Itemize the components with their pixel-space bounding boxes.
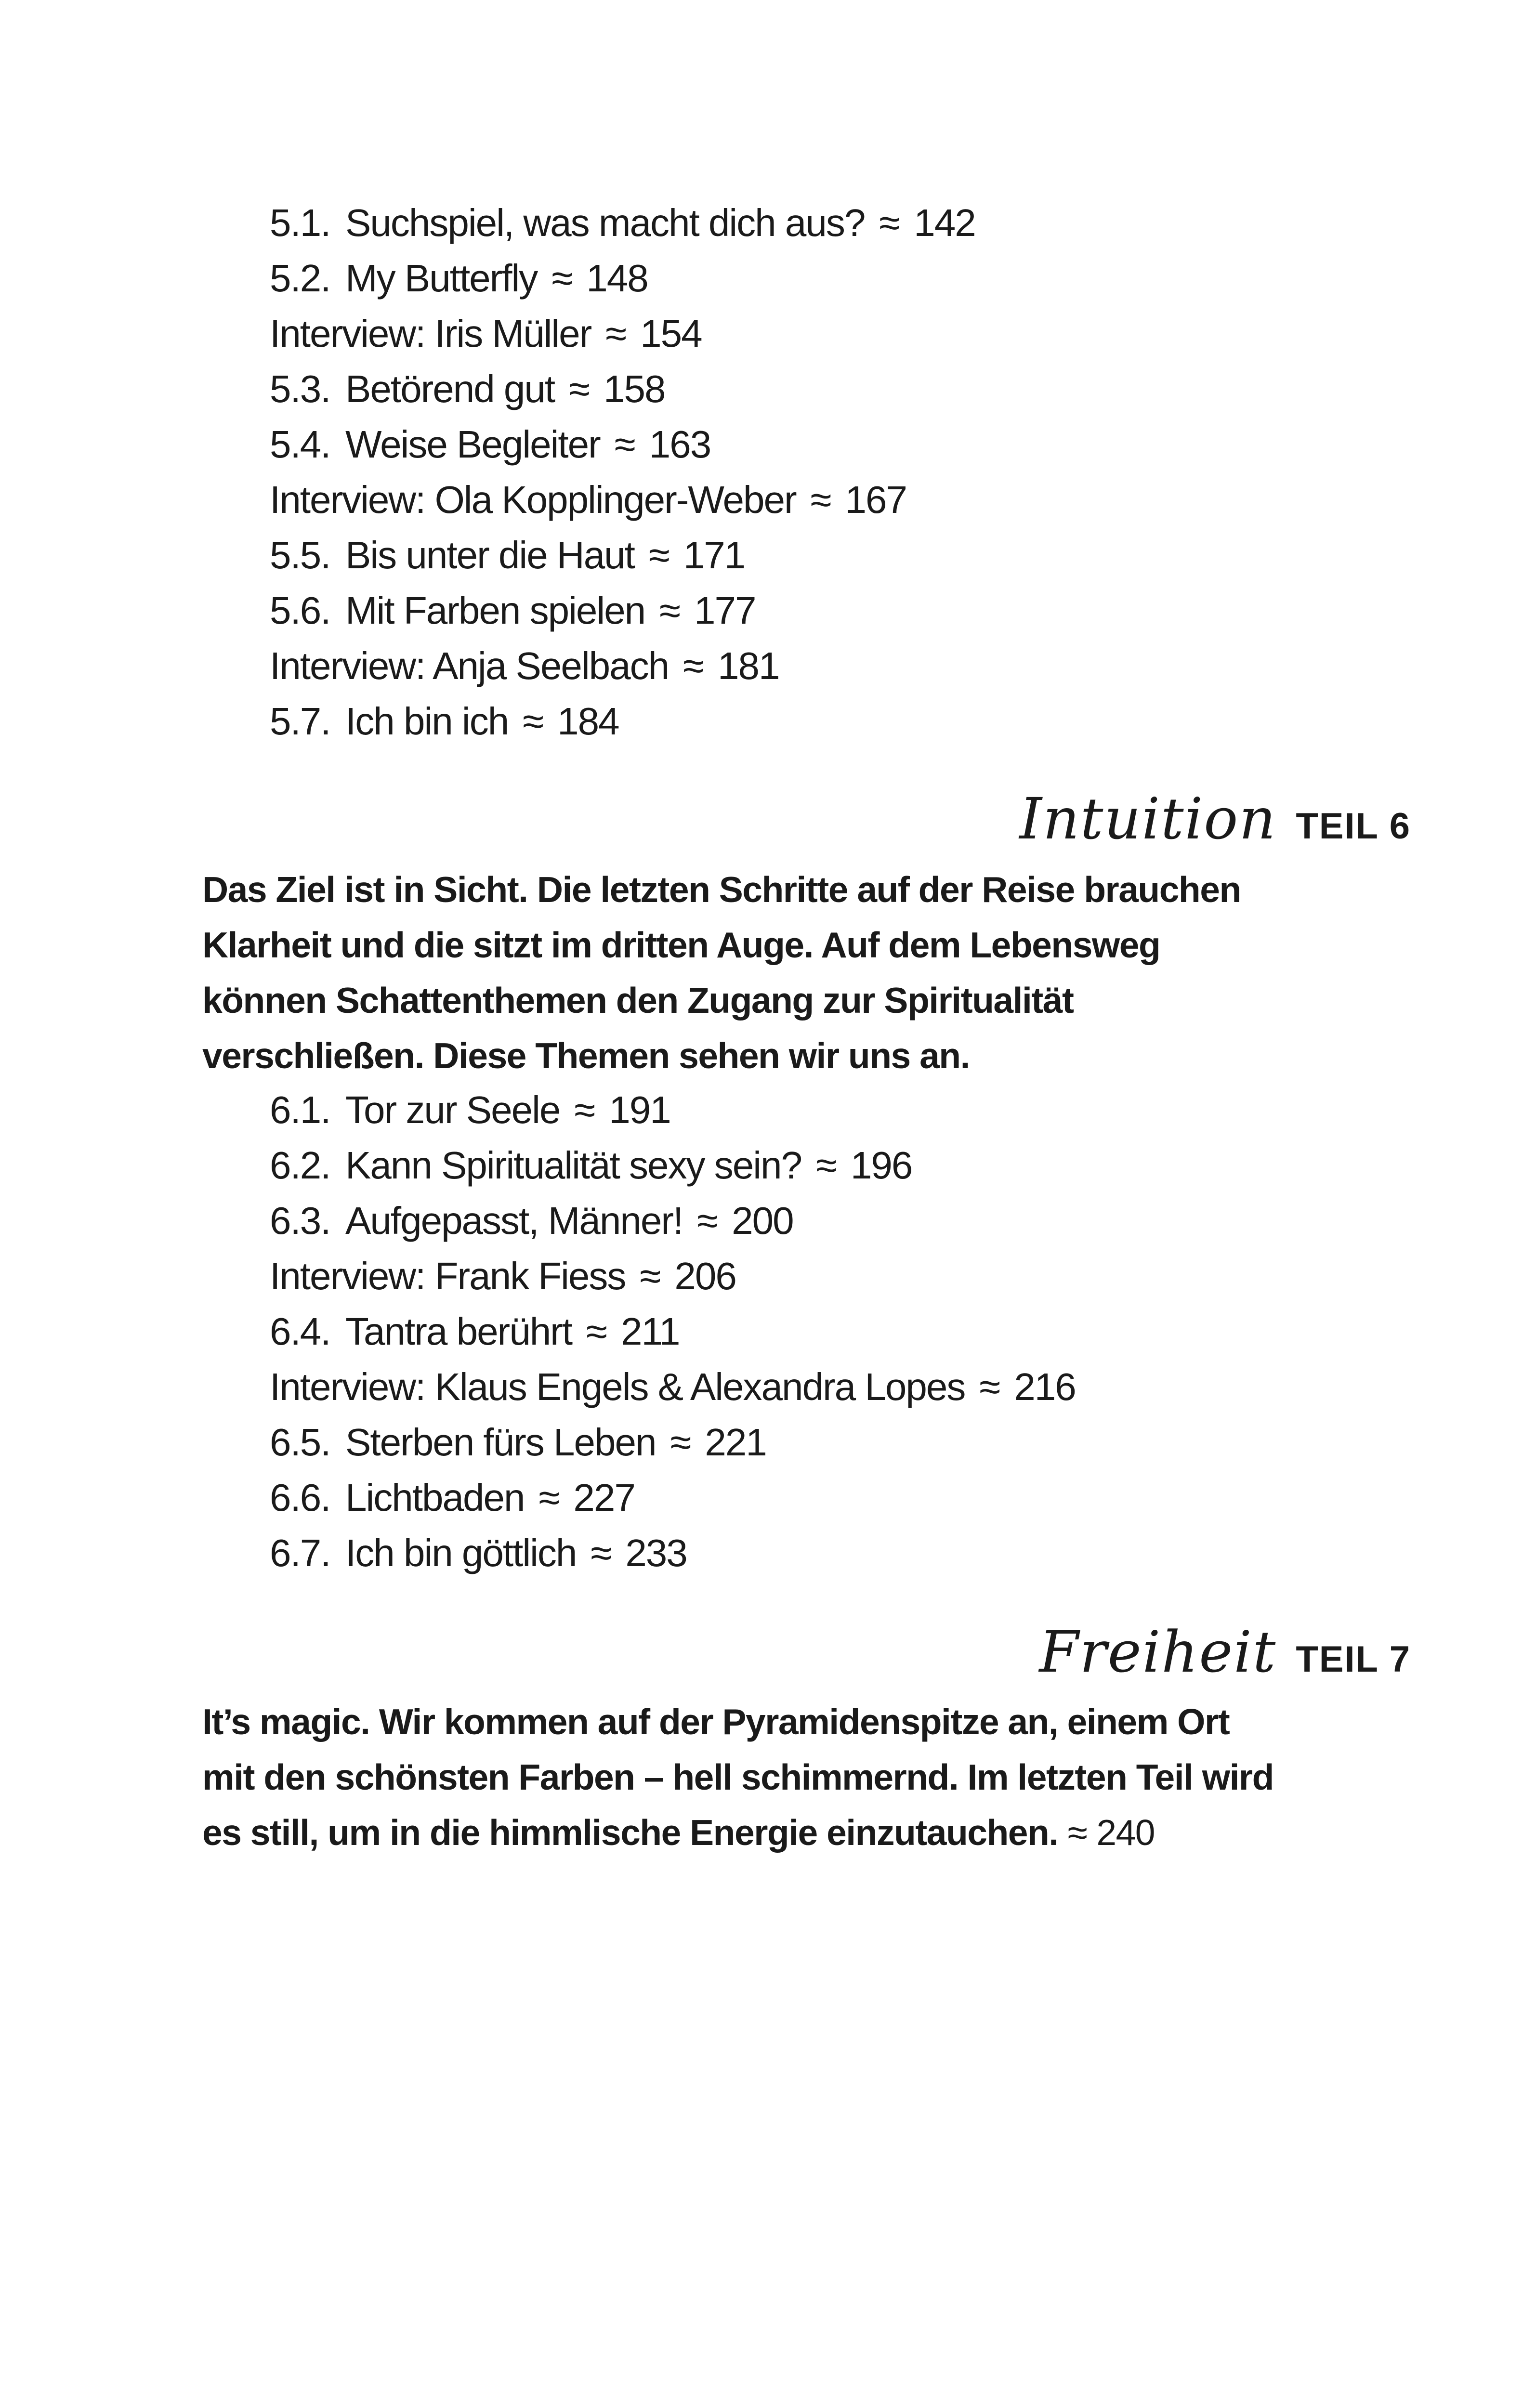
toc-entry-title: Interview: Klaus Engels & Alexandra Lopes	[270, 1365, 965, 1408]
toc-entry-number: 6.6.	[270, 1476, 330, 1519]
toc-list-part-6	[270, 1082, 1076, 1581]
toc-entry-number: 6.4.	[270, 1310, 330, 1353]
toc-entry	[270, 527, 975, 583]
toc-entry-title: Interview: Frank Fiess	[270, 1255, 626, 1297]
approx-symbol: ≈	[538, 1476, 559, 1519]
toc-entry-number: 5.2.	[270, 257, 330, 300]
toc-entry-title: Bis unter die Haut	[345, 534, 634, 576]
approx-symbol: ≈	[551, 257, 572, 300]
approx-symbol: ≈	[810, 478, 831, 521]
toc-entry-number: 5.4.	[270, 423, 330, 466]
toc-entry-title: Lichtbaden	[345, 1476, 525, 1519]
toc-entry-page: 177	[694, 589, 756, 632]
toc-entry-page: 163	[649, 423, 711, 466]
toc-entry-number: 5.6.	[270, 589, 330, 632]
part-6-script-title: Intuition	[1019, 785, 1277, 852]
part-7-heading	[1039, 1616, 1411, 1688]
toc-entry-title: Interview: Iris Müller	[270, 312, 591, 355]
toc-entry-title: Tantra berührt	[345, 1310, 572, 1353]
toc-entry-number: 5.5.	[270, 534, 330, 576]
toc-entry	[270, 417, 975, 472]
toc-entry-page: 142	[914, 201, 975, 244]
approx-symbol: ≈	[816, 1144, 836, 1187]
approx-symbol: ≈	[605, 312, 626, 355]
toc-entry-number: 5.1.	[270, 201, 330, 244]
toc-entry-title: Ich bin ich	[345, 700, 509, 743]
approx-symbol: ≈	[648, 534, 669, 576]
toc-entry	[270, 1414, 1076, 1470]
toc-entry	[270, 195, 975, 250]
toc-entry-number: 6.2.	[270, 1144, 330, 1187]
toc-entry-page: 191	[609, 1088, 670, 1131]
part-7-teil-label: TEIL 7	[1296, 1639, 1411, 1680]
approx-symbol: ≈	[697, 1199, 718, 1242]
part-6-teil-label: TEIL 6	[1296, 806, 1411, 847]
approx-symbol: ≈	[614, 423, 635, 466]
toc-entry-title: Mit Farben spielen	[345, 589, 645, 632]
toc-entry-title: Suchspiel, was macht dich aus?	[345, 201, 865, 244]
toc-list-section-5	[270, 195, 975, 749]
toc-entry-number: 6.3.	[270, 1199, 330, 1242]
toc-entry	[270, 1082, 1076, 1138]
part-6-intro: Das Ziel ist in Sicht. Die letzten Schritte auf der Reise brauchen Klarheit und die sitzt im dritten Auge. Auf dem Lebensweg können Schattenthemen den Zugang zur Spiritualität verschließen. Diese Themen sehen wir uns an.	[202, 869, 1241, 1076]
toc-entry	[270, 694, 975, 749]
toc-entry-page: 158	[604, 367, 665, 410]
toc-entry-title: Ich bin göttlich	[345, 1531, 577, 1574]
toc-entry	[270, 1470, 1076, 1525]
toc-entry-page: 216	[1014, 1365, 1076, 1408]
toc-entry	[270, 1359, 1076, 1414]
toc-entry-page: 167	[845, 478, 906, 521]
toc-entry	[270, 1248, 1076, 1304]
toc-entry-number: 6.5.	[270, 1421, 330, 1464]
toc-entry-title: My Butterfly	[345, 257, 538, 300]
toc-entry	[270, 638, 975, 694]
toc-entry-page: 206	[674, 1255, 736, 1297]
toc-entry-title: Betörend gut	[345, 367, 555, 410]
approx-symbol: ≈	[523, 700, 543, 743]
toc-entry	[270, 361, 975, 417]
toc-entry-page: 154	[640, 312, 702, 355]
toc-entry-number: 5.3.	[270, 367, 330, 410]
approx-symbol: ≈	[683, 644, 703, 687]
approx-symbol: ≈	[640, 1255, 660, 1297]
part-7-script-title: Freiheit	[1039, 1619, 1277, 1685]
approx-symbol: ≈	[670, 1421, 691, 1464]
toc-entry-page: 227	[573, 1476, 635, 1519]
toc-entry-title: Aufgepasst, Männer!	[345, 1199, 683, 1242]
toc-entry-page: 200	[732, 1199, 793, 1242]
toc-entry-title: Interview: Anja Seelbach	[270, 644, 669, 687]
toc-entry-title: Tor zur Seele	[345, 1088, 560, 1131]
approx-symbol: ≈	[574, 1088, 595, 1131]
toc-entry-page: 211	[620, 1310, 680, 1353]
approx-symbol: ≈	[879, 201, 900, 244]
toc-entry	[270, 1193, 1076, 1248]
toc-entry-page: 233	[625, 1531, 687, 1574]
toc-entry-title: Weise Begleiter	[345, 423, 600, 466]
toc-entry-page: 221	[705, 1421, 766, 1464]
toc-entry	[270, 472, 975, 527]
toc-entry	[270, 1304, 1076, 1359]
approx-symbol: ≈	[569, 367, 590, 410]
toc-entry-title: Sterben fürs Leben	[345, 1421, 656, 1464]
toc-entry-title: Kann Spiritualität sexy sein?	[345, 1144, 801, 1187]
toc-entry-number: 6.7.	[270, 1531, 330, 1574]
part-7-intro-text: It’s magic. Wir kommen auf der Pyramidenspitze an, einem Ort mit den schönsten Farben – hell schimmernd. Im letzten Teil wird es still, um in die himmlische Energie einzutauchen.	[202, 1701, 1273, 1853]
toc-entry-page: 184	[557, 700, 619, 743]
approx-symbol: ≈	[591, 1531, 611, 1574]
toc-entry	[270, 1138, 1076, 1193]
approx-symbol: ≈	[979, 1365, 1000, 1408]
toc-entry-page: 171	[683, 534, 745, 576]
toc-entry	[270, 250, 975, 306]
part-6-heading	[1019, 783, 1411, 855]
toc-entry	[270, 1525, 1076, 1581]
approx-symbol: ≈	[659, 589, 680, 632]
toc-entry-title: Interview: Ola Kopplinger-Weber	[270, 478, 796, 521]
toc-entry-page: 181	[718, 644, 779, 687]
approx-symbol: ≈	[586, 1310, 606, 1353]
toc-entry	[270, 583, 975, 638]
toc-entry	[270, 306, 975, 361]
toc-entry-page: 196	[850, 1144, 912, 1187]
toc-entry-page: 148	[586, 257, 648, 300]
part-7-intro	[202, 1694, 1286, 1860]
part-7-page-number: 240	[1096, 1812, 1155, 1853]
approx-symbol: ≈	[1067, 1812, 1087, 1853]
toc-entry-number: 6.1.	[270, 1088, 330, 1131]
toc-entry-number: 5.7.	[270, 700, 330, 743]
